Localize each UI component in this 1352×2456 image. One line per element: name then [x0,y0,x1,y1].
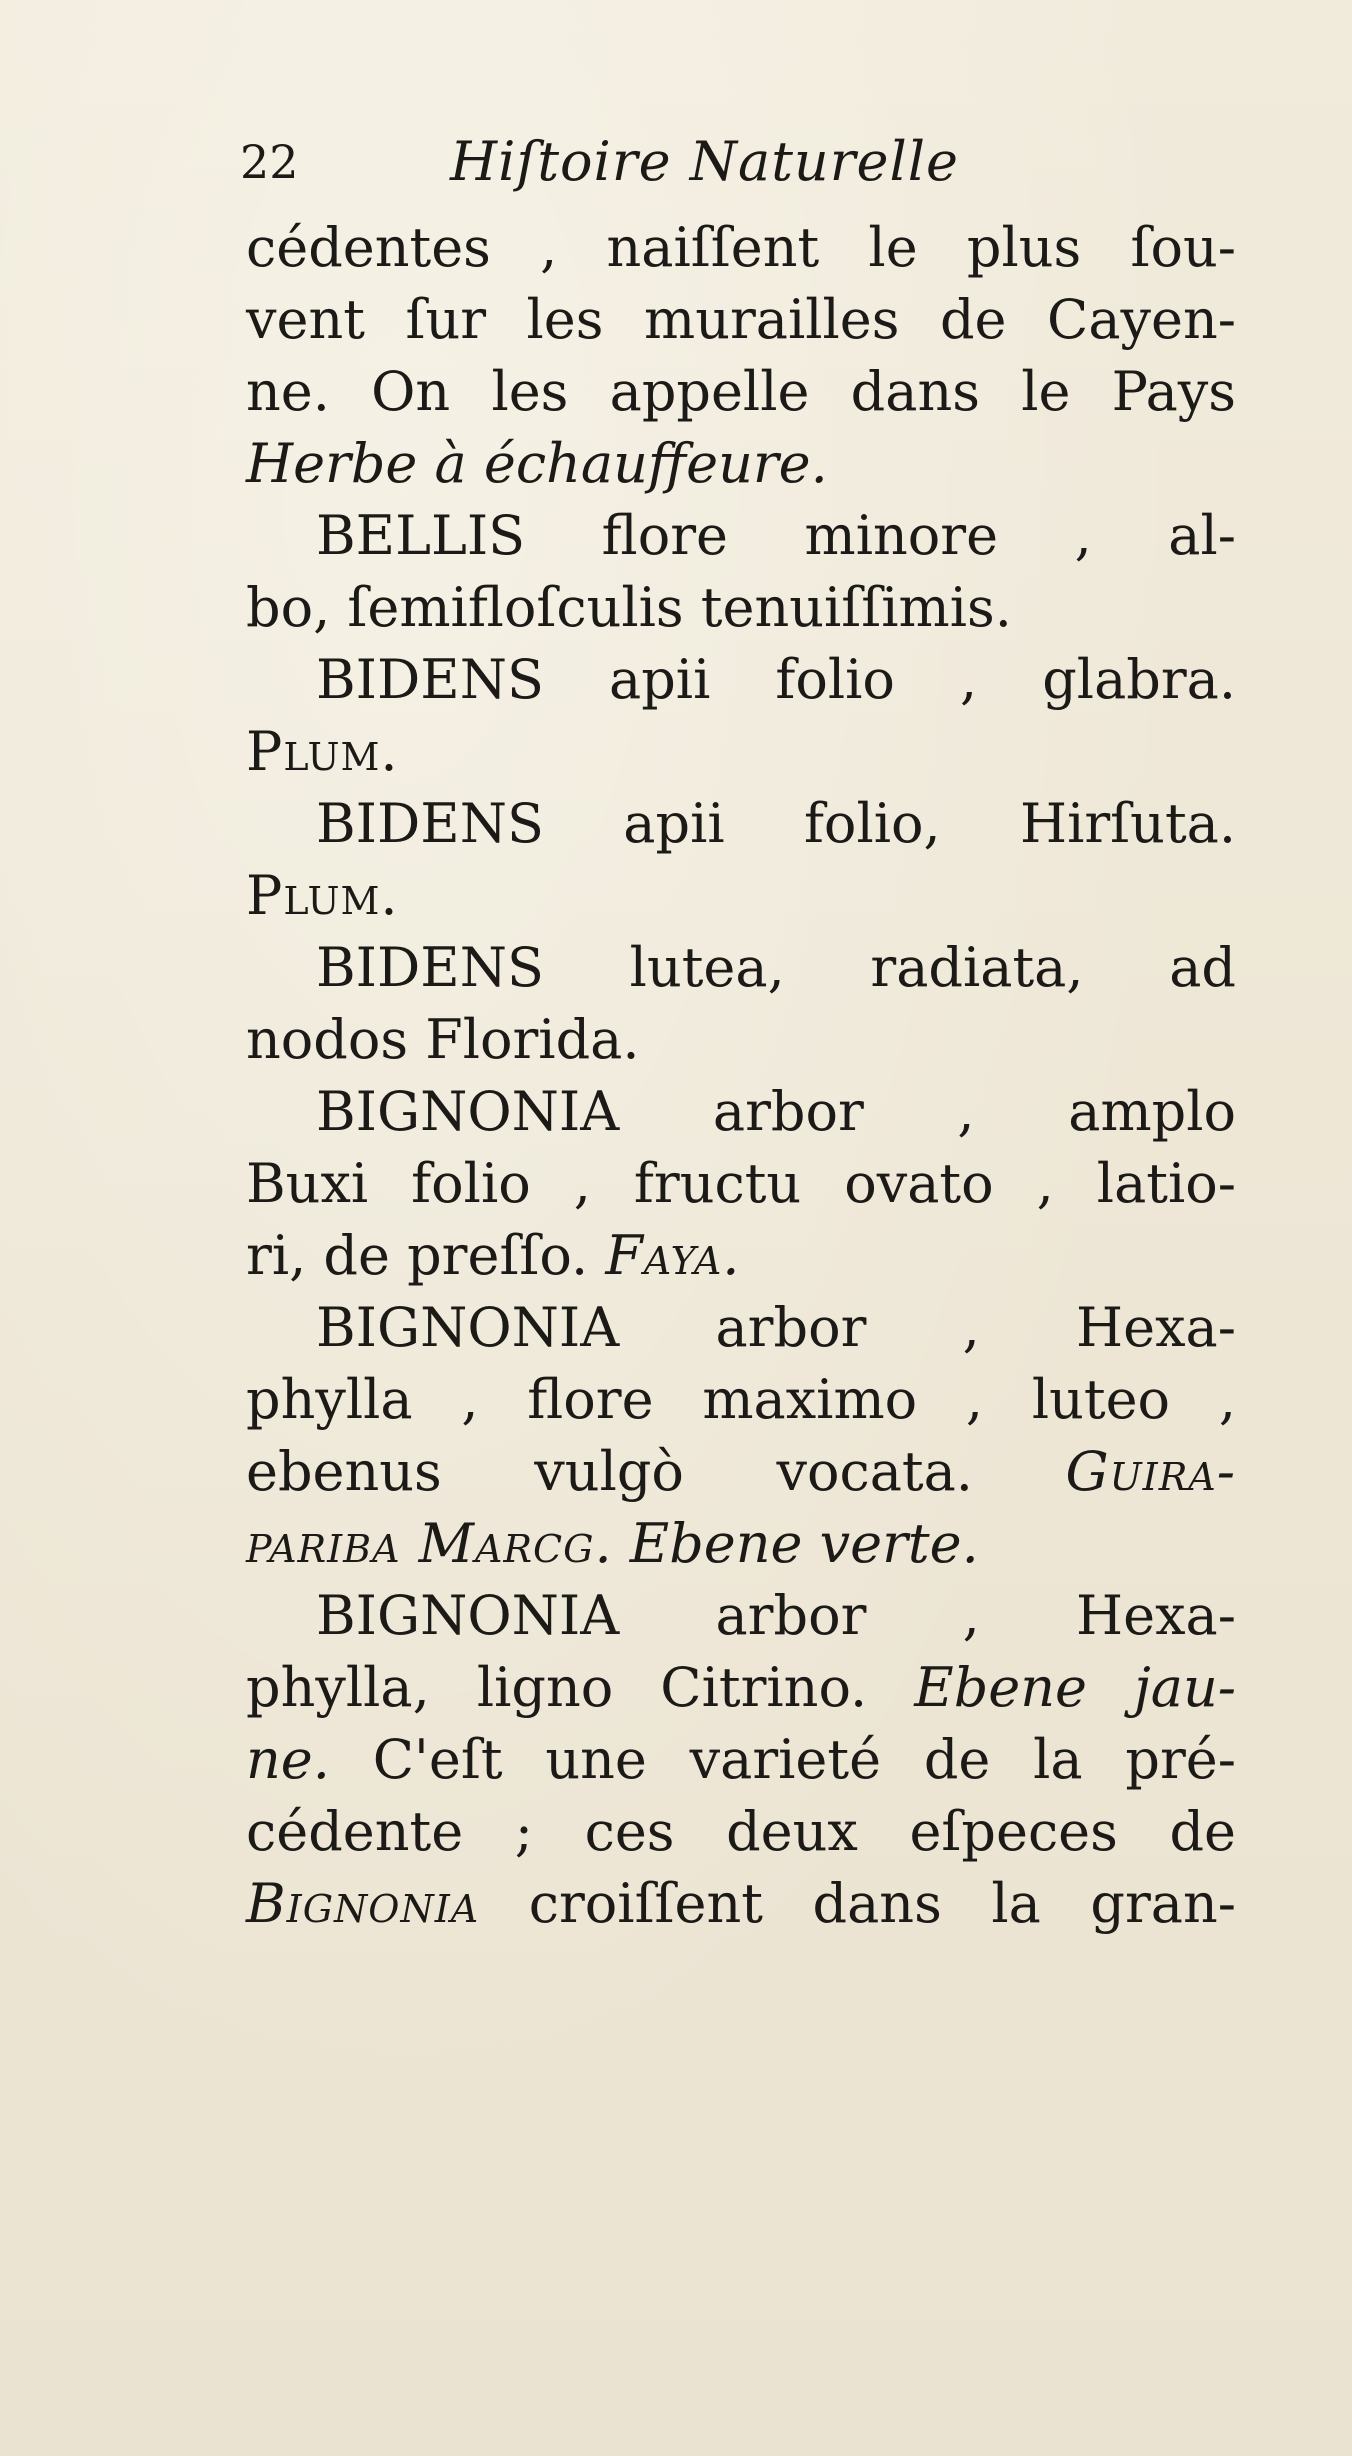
text-line: BIGNONIA arbor , Hexa- [316,1296,1236,1359]
text-run-italic: Guira- [1065,1440,1236,1503]
text-run-italic: Bignonia [246,1872,480,1935]
text-line: BIGNONIA arbor , Hexa- [316,1584,1236,1647]
text-run: ebenus vulgò vocata. [246,1440,973,1503]
text-line: BIGNONIA arbor , amplo [316,1080,1236,1143]
text-line: cédentes , naiſſent le plus ſou- [246,216,1236,279]
text-run-italic: pariba Marcg. [246,1512,613,1575]
text-run: croiſſent dans la gran- [528,1872,1236,1935]
text-line [246,1508,1236,1580]
text-line: BIDENS apii folio, Hirſuta. [316,792,1236,855]
text-line [246,1220,1236,1292]
text-run-italic: Faya. [605,1224,741,1287]
text-run: ri, de preſſo. [246,1224,589,1287]
running-title: Hiſtoire Naturelle [450,130,959,193]
text-line: Buxi folio , fructu ovato , latio- [246,1152,1236,1215]
body-text [246,212,1236,1940]
page-number: 22 [240,135,299,189]
text-line: BIDENS apii folio , glabra. [316,648,1236,711]
text-line [246,1724,1236,1796]
text-run-italic: Ebene verte. [629,1512,979,1575]
text-line: BELLIS flore minore , al- [316,504,1236,567]
text-run: C'eſt une varieté de la pré- [372,1728,1236,1791]
text-line: cédente ; ces deux eſpeces de [246,1800,1236,1863]
page-header [240,132,1140,192]
text-run-italic: Ebene jau- [914,1656,1237,1719]
text-line: Plum. [246,720,399,783]
text-line [246,1868,1236,1940]
text-line: vent ſur les murailles de Cayen- [246,288,1236,351]
text-line: nodos Florida. [246,1008,640,1071]
text-run: phylla, ligno Citrino. [246,1656,868,1719]
text-line: ne. On les appelle dans le Pays [246,360,1236,423]
text-line: Herbe à échauffeure. [246,432,828,495]
text-line [246,1652,1236,1724]
text-line: Plum. [246,864,399,927]
text-line: BIDENS lutea, radiata, ad [316,936,1236,999]
text-run-italic: ne. [246,1728,330,1791]
text-line: bo, ſemifloſculis tenuiſſimis. [246,576,1012,639]
text-line [246,1436,1236,1508]
text-line: phylla , flore maximo , luteo , [246,1368,1236,1431]
